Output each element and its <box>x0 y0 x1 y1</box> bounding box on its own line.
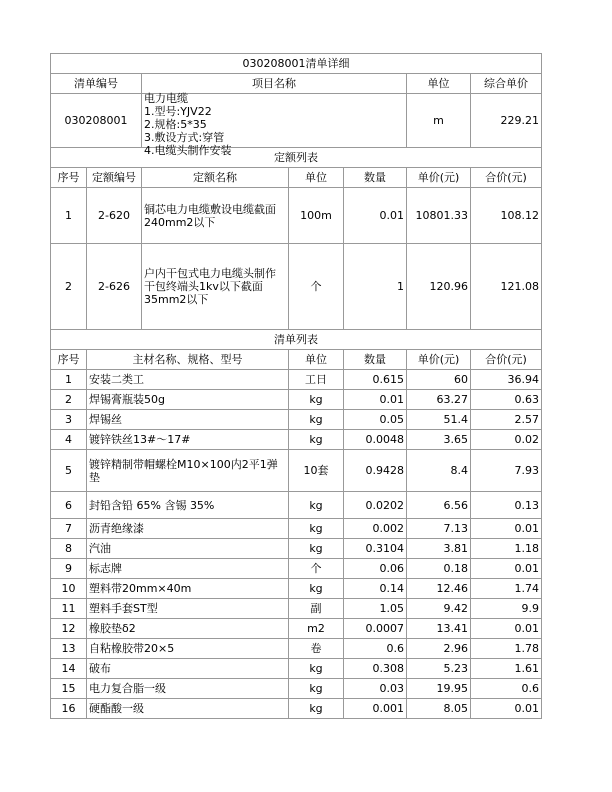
material-unit: kg <box>289 390 344 410</box>
material-name: 汽油 <box>87 539 289 559</box>
material-unit: 10套 <box>289 450 344 492</box>
material-unit: kg <box>289 699 344 719</box>
sheet-title: 030208001清单详细 <box>51 54 542 74</box>
material-unit: 工日 <box>289 370 344 390</box>
quota-unit: 个 <box>289 244 344 330</box>
material-total: 7.93 <box>471 450 542 492</box>
material-qty: 0.308 <box>344 659 407 679</box>
list-header-row <box>51 74 542 94</box>
material-row <box>51 450 542 492</box>
material-unit: m2 <box>289 619 344 639</box>
list-name-header: 项目名称 <box>142 74 407 94</box>
material-seq: 8 <box>51 539 87 559</box>
quota-total: 108.12 <box>471 188 542 244</box>
material-seq: 2 <box>51 390 87 410</box>
material-total: 9.9 <box>471 599 542 619</box>
quota-header-row <box>51 168 542 188</box>
material-qty: 0.3104 <box>344 539 407 559</box>
quota-code: 2-620 <box>87 188 142 244</box>
list-item-unit: m <box>407 94 471 148</box>
description-line: 2.规格:5*35 <box>144 117 207 131</box>
material-unit: 卷 <box>289 639 344 659</box>
material-section-row <box>51 330 542 350</box>
material-row <box>51 539 542 559</box>
quota-name: 铜芯电力电缆敷设电缆截面240mm2以下 <box>142 188 289 244</box>
quota-total: 121.08 <box>471 244 542 330</box>
quota-qty-header: 数量 <box>344 168 407 188</box>
quota-row <box>51 188 542 244</box>
material-name: 硬酯酸一级 <box>87 699 289 719</box>
material-name: 安装二类工 <box>87 370 289 390</box>
material-unit-price: 7.13 <box>407 519 471 539</box>
material-total-header: 合价(元) <box>471 350 542 370</box>
bill-detail-sheet <box>50 53 541 719</box>
material-unit: kg <box>289 519 344 539</box>
quota-unit-header: 单位 <box>289 168 344 188</box>
quota-total-header: 合价(元) <box>471 168 542 188</box>
material-total: 2.57 <box>471 410 542 430</box>
material-qty: 0.0202 <box>344 492 407 519</box>
material-unit-price: 19.95 <box>407 679 471 699</box>
material-seq: 10 <box>51 579 87 599</box>
material-qty-header: 数量 <box>344 350 407 370</box>
description-line: 3.敷设方式:穿管 <box>144 130 225 144</box>
material-row <box>51 619 542 639</box>
list-item-row <box>51 94 542 148</box>
material-qty: 0.6 <box>344 639 407 659</box>
material-unit: kg <box>289 579 344 599</box>
material-seq: 4 <box>51 430 87 450</box>
material-row <box>51 579 542 599</box>
material-name: 封铅含铅 65% 含锡 35% <box>87 492 289 519</box>
material-row <box>51 559 542 579</box>
list-unit-header: 单位 <box>407 74 471 94</box>
material-total: 1.61 <box>471 659 542 679</box>
quota-name-header: 定额名称 <box>142 168 289 188</box>
material-header-row <box>51 350 542 370</box>
material-seq: 3 <box>51 410 87 430</box>
quota-section-title: 定额列表 <box>51 148 542 168</box>
material-name-header: 主材名称、规格、型号 <box>87 350 289 370</box>
material-qty: 1.05 <box>344 599 407 619</box>
material-row <box>51 599 542 619</box>
material-total: 0.02 <box>471 430 542 450</box>
material-row <box>51 699 542 719</box>
bill-detail-table <box>50 53 542 719</box>
material-name: 镀锌精制带帽螺栓M10×100内2平1弹垫 <box>87 450 289 492</box>
material-qty: 0.14 <box>344 579 407 599</box>
material-unit-price: 3.81 <box>407 539 471 559</box>
quota-seq: 2 <box>51 244 87 330</box>
material-seq: 13 <box>51 639 87 659</box>
material-seq: 6 <box>51 492 87 519</box>
quota-unit-price-header: 单价(元) <box>407 168 471 188</box>
material-row <box>51 492 542 519</box>
material-total: 0.13 <box>471 492 542 519</box>
material-name: 沥青绝缘漆 <box>87 519 289 539</box>
material-unit: kg <box>289 430 344 450</box>
material-seq: 14 <box>51 659 87 679</box>
material-total: 0.01 <box>471 699 542 719</box>
material-qty: 0.06 <box>344 559 407 579</box>
material-name: 橡胶垫δ2 <box>87 619 289 639</box>
material-name: 电力复合脂一级 <box>87 679 289 699</box>
material-total: 0.01 <box>471 559 542 579</box>
material-row <box>51 390 542 410</box>
quota-code-header: 定额编号 <box>87 168 142 188</box>
quota-row <box>51 244 542 330</box>
material-qty: 0.0048 <box>344 430 407 450</box>
list-item-description <box>142 91 407 157</box>
material-total: 1.78 <box>471 639 542 659</box>
description-line: 4.电缆头制作安装 <box>144 143 232 157</box>
material-unit-price: 6.56 <box>407 492 471 519</box>
material-name: 塑料手套ST型 <box>87 599 289 619</box>
material-qty: 0.05 <box>344 410 407 430</box>
quota-name: 户内干包式电力电缆头制作干包终端头1kv以下截面35mm2以下 <box>142 244 289 330</box>
material-total: 0.01 <box>471 619 542 639</box>
material-seq: 16 <box>51 699 87 719</box>
material-unit: kg <box>289 492 344 519</box>
material-unit-price: 8.05 <box>407 699 471 719</box>
material-qty: 0.615 <box>344 370 407 390</box>
material-unit-price: 8.4 <box>407 450 471 492</box>
material-row <box>51 679 542 699</box>
material-name: 镀锌铁丝13#～17# <box>87 430 289 450</box>
material-total: 1.74 <box>471 579 542 599</box>
material-unit: kg <box>289 410 344 430</box>
material-seq: 15 <box>51 679 87 699</box>
quota-qty: 0.01 <box>344 188 407 244</box>
list-item-price: 229.21 <box>471 94 542 148</box>
material-name: 焊锡丝 <box>87 410 289 430</box>
material-unit-price: 12.46 <box>407 579 471 599</box>
material-unit: 个 <box>289 559 344 579</box>
material-qty: 0.002 <box>344 519 407 539</box>
material-unit-price: 9.42 <box>407 599 471 619</box>
material-qty: 0.001 <box>344 699 407 719</box>
quota-unit-price: 10801.33 <box>407 188 471 244</box>
material-unit: kg <box>289 539 344 559</box>
material-seq: 9 <box>51 559 87 579</box>
material-unit-price: 13.41 <box>407 619 471 639</box>
material-total: 1.18 <box>471 539 542 559</box>
quota-unit: 100m <box>289 188 344 244</box>
material-seq: 7 <box>51 519 87 539</box>
material-seq: 12 <box>51 619 87 639</box>
material-unit-price: 0.18 <box>407 559 471 579</box>
material-qty: 0.0007 <box>344 619 407 639</box>
list-item-code: 030208001 <box>51 94 142 148</box>
material-name: 自粘橡胶带20×5 <box>87 639 289 659</box>
material-section-title: 清单列表 <box>51 330 542 350</box>
description-line: 电力电缆 <box>144 91 188 105</box>
material-row <box>51 659 542 679</box>
material-seq: 5 <box>51 450 87 492</box>
material-row <box>51 410 542 430</box>
material-unit-price: 5.23 <box>407 659 471 679</box>
material-unit-price: 60 <box>407 370 471 390</box>
material-qty: 0.01 <box>344 390 407 410</box>
material-row <box>51 430 542 450</box>
title-row <box>51 54 542 74</box>
material-unit-price: 2.96 <box>407 639 471 659</box>
material-row <box>51 639 542 659</box>
material-unit-header: 单位 <box>289 350 344 370</box>
material-unit-price: 51.4 <box>407 410 471 430</box>
material-qty: 0.03 <box>344 679 407 699</box>
material-name: 塑料带20mm×40m <box>87 579 289 599</box>
material-seq-header: 序号 <box>51 350 87 370</box>
material-seq: 11 <box>51 599 87 619</box>
material-unit: kg <box>289 659 344 679</box>
material-name: 焊锡膏瓶装50g <box>87 390 289 410</box>
material-unit-price: 63.27 <box>407 390 471 410</box>
list-price-header: 综合单价 <box>471 74 542 94</box>
material-unit-price: 3.65 <box>407 430 471 450</box>
material-total: 0.6 <box>471 679 542 699</box>
quota-section-row <box>51 148 542 168</box>
quota-seq-header: 序号 <box>51 168 87 188</box>
list-code-header: 清单编号 <box>51 74 142 94</box>
material-seq: 1 <box>51 370 87 390</box>
quota-code: 2-626 <box>87 244 142 330</box>
material-unit: 副 <box>289 599 344 619</box>
material-total: 0.63 <box>471 390 542 410</box>
material-row <box>51 519 542 539</box>
material-unit: kg <box>289 679 344 699</box>
description-line: 1.型号:YJV22 <box>144 104 212 118</box>
material-row <box>51 370 542 390</box>
material-total: 0.01 <box>471 519 542 539</box>
material-name: 标志牌 <box>87 559 289 579</box>
material-name: 破布 <box>87 659 289 679</box>
material-total: 36.94 <box>471 370 542 390</box>
quota-unit-price: 120.96 <box>407 244 471 330</box>
quota-qty: 1 <box>344 244 407 330</box>
material-unit-price-header: 单价(元) <box>407 350 471 370</box>
quota-seq: 1 <box>51 188 87 244</box>
material-qty: 0.9428 <box>344 450 407 492</box>
